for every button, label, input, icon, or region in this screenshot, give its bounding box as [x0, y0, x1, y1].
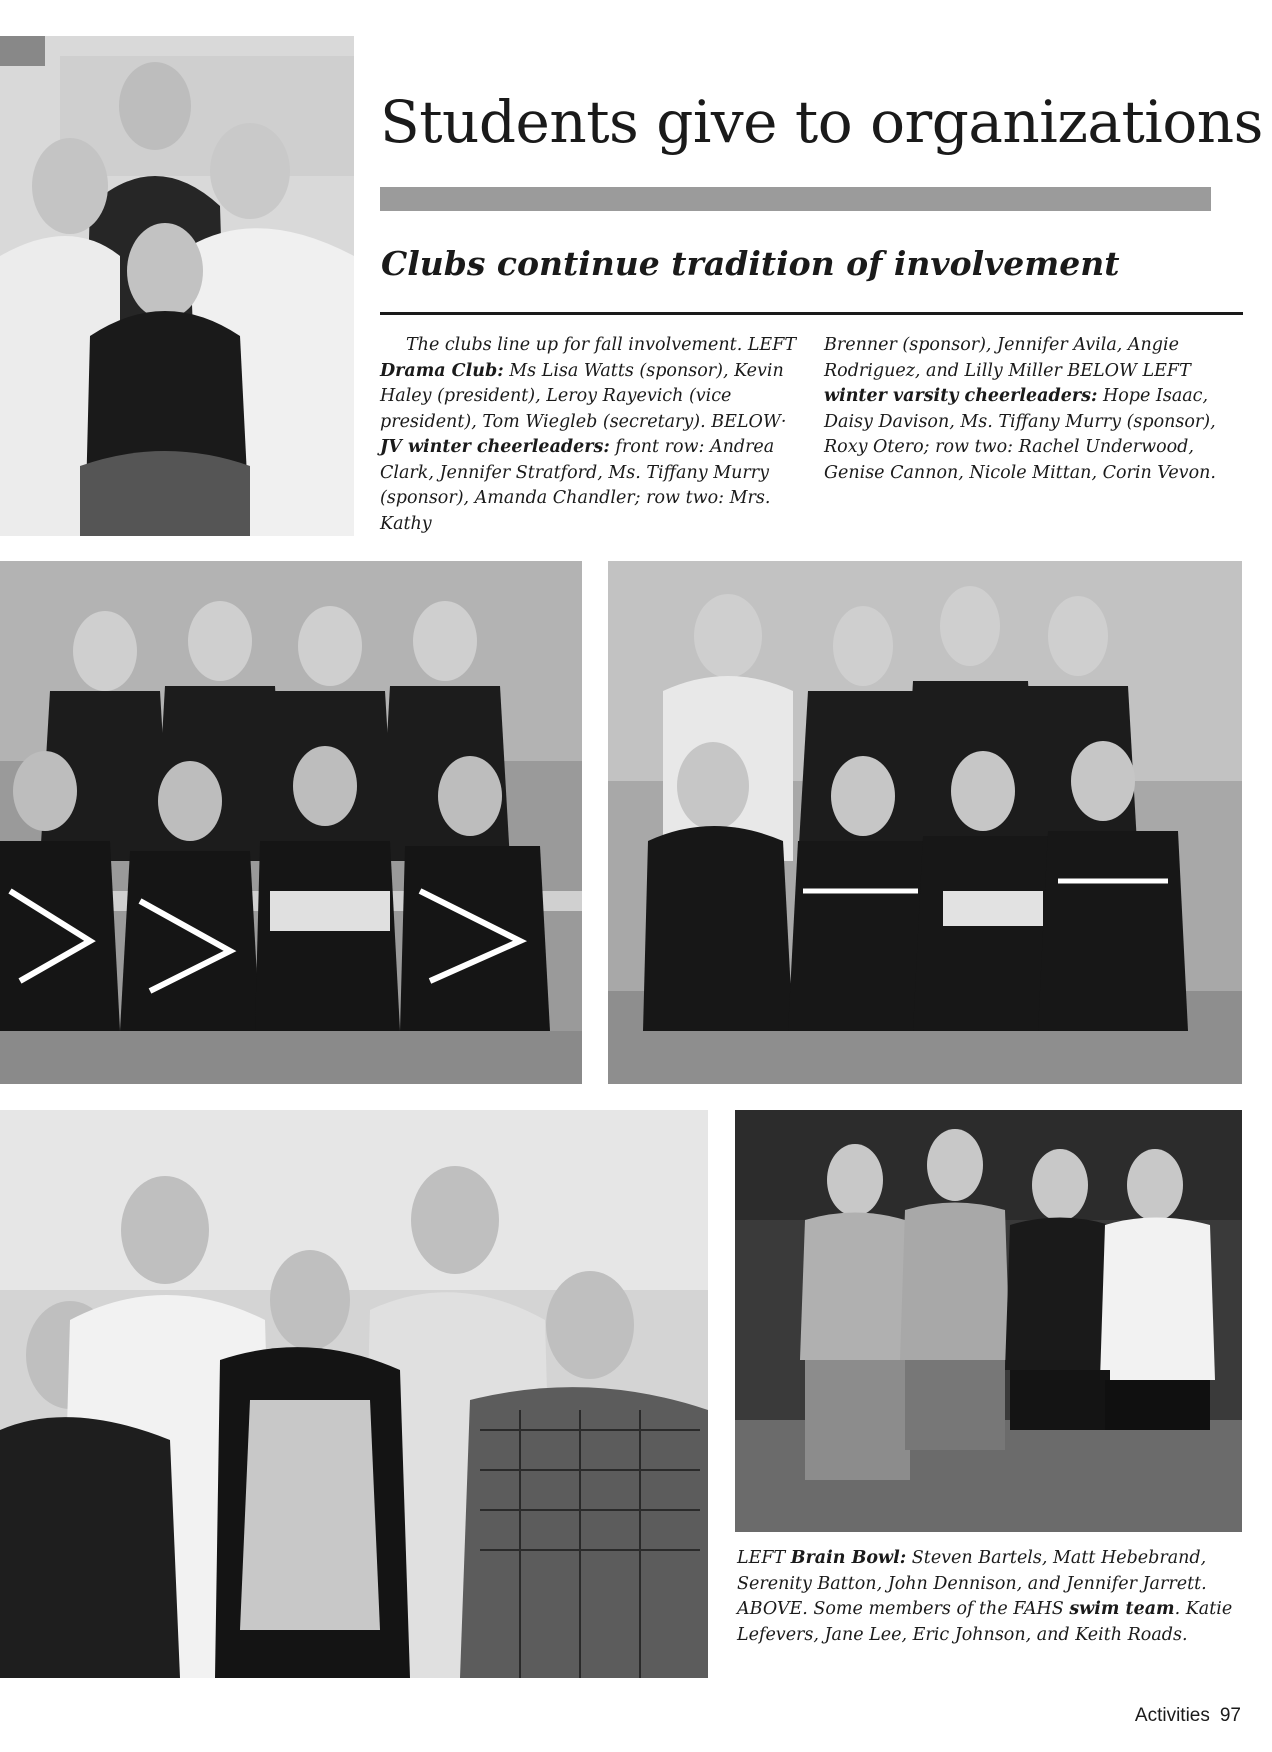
caption-brain-bowl-label: Brain Bowl: [790, 1548, 907, 1568]
caption-intro: The clubs line up for fall involvement. LEFT [406, 335, 797, 355]
drama-club-photo [0, 36, 354, 536]
page-footer [1135, 1705, 1241, 1727]
page-subheadline: Clubs continue tradition of involvement [381, 244, 1120, 283]
swim-team-photo [735, 1110, 1242, 1532]
headline-divider-bar [380, 187, 1211, 211]
caption-column-1 [380, 333, 800, 537]
footer-page-number: 97 [1219, 1705, 1241, 1726]
page-headline: Students give to organizations [380, 88, 1263, 156]
caption-continued-text: Brenner (sponsor), Jennifer Avila, Angie Rodriguez, and Lilly Miller BELOW LEFT [824, 335, 1191, 381]
caption-swim-label: swim team [1069, 1599, 1175, 1619]
caption-column-2 [824, 333, 1244, 486]
varsity-cheerleaders-photo [608, 561, 1242, 1084]
caption-brain-bowl-text: Steven Bartels, Matt Hebebrand, Serenity Batton, John Dennison, and Jennifer Jarrett. ABOVE. Some members of the FAHS [737, 1548, 1207, 1619]
caption-swim-text: . Katie Lefevers, Jane Lee, Eric Johnson, and Keith Roads. [737, 1599, 1233, 1645]
caption-drama-text: Ms Lisa Watts (sponsor), Kevin Haley (president), Leroy Rayevich (vice president), Tom Wiegleb (secretary). BELOW· [380, 360, 787, 432]
jv-cheerleaders-photo [0, 561, 582, 1084]
caption-varsity-text: Hope Isaac, Daisy Davison, Ms. Tiffany Murry (sponsor), Roxy Otero; row two: Rachel Underwood, Genise Cannon, Nicole Mittan, Corin Vevon. [824, 386, 1216, 483]
footer-section: Activities [1134, 1705, 1210, 1726]
brain-bowl-photo [0, 1110, 708, 1678]
caption-bottom [737, 1546, 1242, 1648]
caption-bottom-lead: LEFT [737, 1548, 791, 1568]
caption-jv-label: JV winter cheerleaders: [380, 437, 610, 457]
caption-drama-label: Drama Club: [380, 360, 504, 381]
caption-jv-text: front row: Andrea Clark, Jennifer Stratford, Ms. Tiffany Murry (sponsor), Amanda Chandler; row two: Mrs. Kathy [380, 437, 775, 534]
caption-varsity-label: winter varsity cheerleaders: [824, 386, 1098, 406]
subhead-rule [380, 312, 1243, 315]
